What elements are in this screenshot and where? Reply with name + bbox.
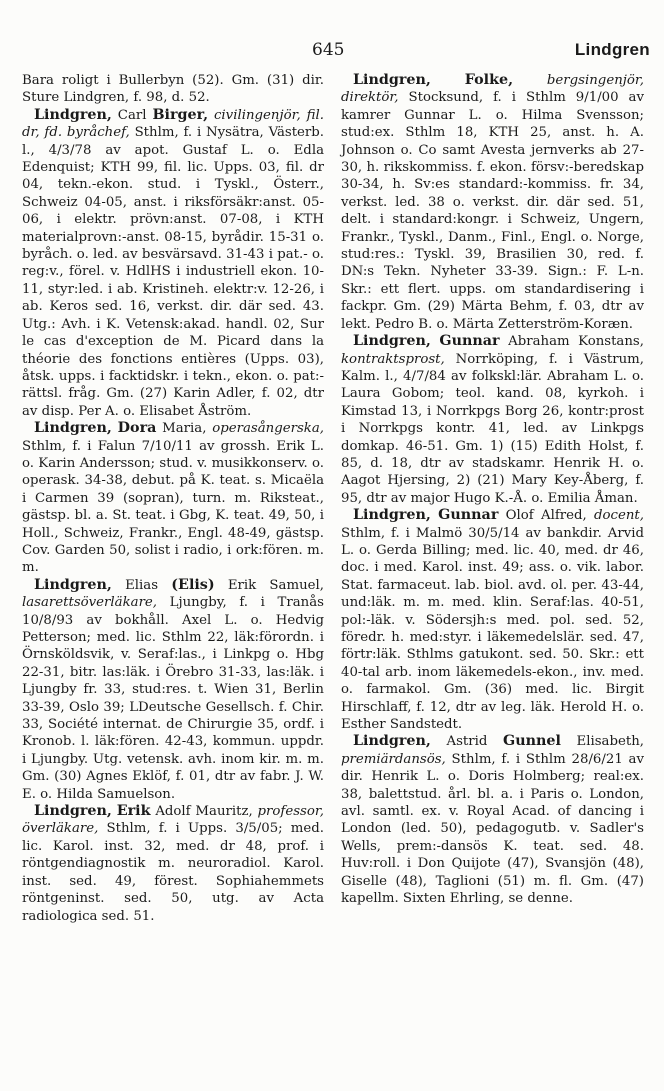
entry-surname: Lindgren,	[34, 803, 112, 820]
entry-surname: Lindgren,	[353, 507, 431, 524]
biography-entry	[341, 507, 644, 733]
entry-other-names: Elisabeth,	[576, 734, 644, 750]
entry-text: Sthlm, f. i Upps. 3/5/05; med. lic. Karol. inst. 32, med. dr 48, prof. i röntgendiagnostik m. neuroradiol. Karol. inst. sed. 49, förest. Sophiahemmets röntgeninst. sed. 50, utg. av Acta radiologica sed. 51.	[22, 821, 324, 924]
entry-surname: Lindgren,	[34, 576, 112, 593]
entry-call-name: Gunnel	[502, 733, 561, 750]
entry-occupation: premiärdansös,	[341, 751, 446, 767]
left-column	[22, 72, 324, 925]
right-column	[341, 72, 644, 908]
entry-other-names: Erik Samuel,	[227, 577, 324, 593]
entry-occupation: operasångerska,	[212, 421, 324, 437]
entry-occupation: docent,	[594, 508, 644, 524]
entry-text: Norrköping, f. i Västrum, Kalm. l., 4/7/84 av folkskl:lär. Abraham L. o. Laura Gobom; teol. kand. 08, kyrkoh. i Kimstad 13, i Norrkpgs Borg 26, kontr:prost i Norrkpgs kontr. 41, led. av Linkpgs domkap. 46-51. Gm. 1) (15) Edith Holst, f. 85, d. 18, dtr av stadskamr. Henrik H. o. Aagot Hjersing, 2) (21) Mary Key-Åberg, f. 95, dtr av major Hugo K.-Å. o. Emilia Åman.	[341, 351, 644, 506]
entry-surname: Lindgren,	[353, 733, 431, 750]
entry-other-names: Maria,	[162, 421, 207, 437]
entry-surname: Lindgren,	[353, 72, 431, 88]
biography-entry	[341, 72, 644, 333]
page-number: 645	[312, 40, 345, 60]
entry-text: Sthlm, f. i Sthlm 28/6/21 av dir. Henrik L. o. Doris Holmberg; real:ex. 38, balettstud. årl. bl. a. i Paris o. London, avl. samtl. ex. v. Royal Acad. of dancing i London (led. 50), pedagogutb. v. Sadler's Wells, prem:-dansös K. teat. sed. 48. Huv:roll. i Don Quijote (47), Svansjön (48), Giselle (48), Taglioni (51) m. fl. Gm. (47) kapellm. Sixten Ehrling, se denne.	[341, 751, 644, 907]
entry-call-name: Folke,	[464, 72, 514, 88]
page-header	[22, 40, 650, 64]
biography-entry	[22, 577, 324, 803]
entry-call-name: Gunnar	[439, 333, 500, 350]
biography-entry	[341, 733, 644, 907]
biography-entry	[22, 107, 324, 420]
biography-entry	[22, 420, 324, 577]
entry-surname: Lindgren,	[353, 333, 431, 350]
entry-occupation: kontraktsprost,	[341, 351, 445, 367]
entry-call-name: Dora	[117, 420, 157, 437]
entry-given-name: Elias	[125, 577, 159, 593]
entry-call-name: Erik	[116, 803, 151, 820]
entry-given-name: Astrid	[446, 734, 488, 750]
entry-occupation: bergsingenjör, direktör,	[341, 73, 645, 106]
entry-text: Sthlm, f. i Malmö 30/5/14 av bankdir. Arvid L. o. Gerda Billing; med. lic. 40, med. dr 46, doc. i med. Karol. inst. 49; ass. o. vik. labor. Stat. farmaceut. lab. biol. avd. ol. per. 43-44, und:läk. m. m. med. klin. Seraf:las. 40-51, pol:-läk. v. Södersjh:s med. pol. sed. 52, föredr. h. med:styr. i läkemedelslär. sed. 47, förtr:läk. Sthlms gatukont. sed. 50. Skr.: ett 40-tal arb. inom läkemedels-ekon., inv. med. o. farmakol. Gm. (36) med. lic. Birgit Hirschlaff, f. 12, dtr av leg. läk. Herold H. o. Esther Sandstedt.	[341, 525, 644, 733]
entry-given-name: Carl	[117, 107, 147, 123]
entry-surname: Lindgren,	[34, 420, 112, 437]
entry-text: Ljungby, f. i Tranås 10/8/93 av bokhåll. Axel L. o. Hedvig Petterson; med. lic. Sthlm 22, läk:förordn. i Örnsköldsvik, v. Seraf:las., i Linkpg o. Hbg 22-31, bitr. las:läk. i Örebro 31-33, las:läk. i Ljungby fr. 33, stud:res. t. Wien 31, Berlin 33-39, Oslo 39; LDeutsche Gesellsch. f. Chir. 33, Société internat. de Chirurgie 35, ordf. i Kronob. l. läk:fören. 42-43, kommun. uppdr. i Ljungby. Utg. vetensk. avh. inom kir. m. m. Gm. (30) Agnes Eklöf, f. 01, dtr av fabr. J. W. E. o. Hilda Samuelson.	[22, 595, 324, 802]
entry-occupation: lasarettsöverläkare,	[22, 595, 158, 611]
entry-occupation: professor, överläkare,	[22, 804, 324, 837]
biography-entry	[22, 803, 324, 925]
entry-call-name: Gunnar	[438, 507, 499, 524]
entry-other-names: Olof Alfred,	[505, 508, 587, 524]
entry-other-names: Abraham Konstans,	[508, 334, 644, 350]
entry-text: Stocksund, f. i Sthlm 9/1/00 av kamrer Gunnar L. o. Hilma Svensson; stud:ex. Sthlm 18, KTH 25, anst. h. A. Johnson o. Co samt Avesta jernverks ab 27-30, h. rikskommiss. f. ekon. försv:-beredskap 30-34, h. Sv:es standard:-kommiss. fr. 34, verkst. led. 38 o. verkst. dir. där sed. 51, delt. i standard:kongr. i Schweiz, Ungern, Frankr., Tyskl., Danm., Finl., Engl. o. Norge, stud:res.: Tyskl. 39, Brasilien 30, red. f. DN:s Tekn. Nyheter 33-39. Sign.: F. L-n. Skr.: ett flert. upps. om standardisering i fackpr. Gm. (29) Märta Behm, f. 03, dtr av lekt. Pedro B. o. Märta Zetterström-Koræn.	[341, 90, 644, 332]
entry-call-name: Birger,	[152, 106, 209, 123]
entry-continuation	[22, 72, 324, 107]
entry-occupation: civilingenjör, fil. dr, fd. byråchef,	[22, 107, 324, 141]
biography-entry	[341, 333, 644, 507]
entry-text: Sthlm, f. i Nysätra, Västerb. l., 4/3/78 av apot. Gustaf L. o. Edla Edenquist; KTH 99, fil. lic. Upps. 03, fil. dr 04, tekn.-ekon. stud. i Tyskl., Österr., Schweiz 04-05, anst. i riksförsäkr:anst. 05-06, i elektr. prövn:anst. 07-08, i KTH materialprovn:-anst. 08-15, byrådir. 15-31 o. byråch. o. led. av besvärsavd. 31-43 i pat.- o. reg:v., förel. v. HdlHS i industriell ekon. 10-11, styr:led. i ab. Kristineh. elektr:v. 12-26, i ab. Keros sed. 16, verkst. dir. där sed. 43. Utg.: Avh. i K. Vetensk:akad. handl. 02, Sur le cas d'exception de M. Picard dans la théorie des fonctions entières (Upps. 03), åtsk. upps. i facktidskr. i tekn., ekon. o. pat:-rättsl. fråg. Gm. (27) Karin Adler, f. 02, dtr av disp. Per A. o. Elisabet Åström.	[22, 125, 325, 419]
entry-text: Sthlm, f. i Falun 7/10/11 av grossh. Erik L. o. Karin Andersson; stud. v. musikkonserv. o. operask. 34-38, debut. på K. teat. s. Micaëla i Carmen 39 (sopran), turn. m. Riksteat., gästsp. bl. a. St. teat. i Gbg, K. teat. 49, 50, i Holl., Schweiz, Frankr., Engl. 48-49, gästsp. Cov. Garden 50, solist i radio, i ork:fören. m. m.	[22, 438, 324, 576]
entry-text: Bara roligt i Bullerbyn (52). Gm. (31) dir. Sture Lindgren, f. 98, d. 52.	[22, 73, 324, 106]
entry-surname: Lindgren,	[34, 106, 112, 123]
entry-call-name: (Elis)	[171, 576, 215, 593]
entry-other-names: Adolf Mauritz,	[155, 804, 253, 820]
running-head: Lindgren	[574, 40, 650, 59]
